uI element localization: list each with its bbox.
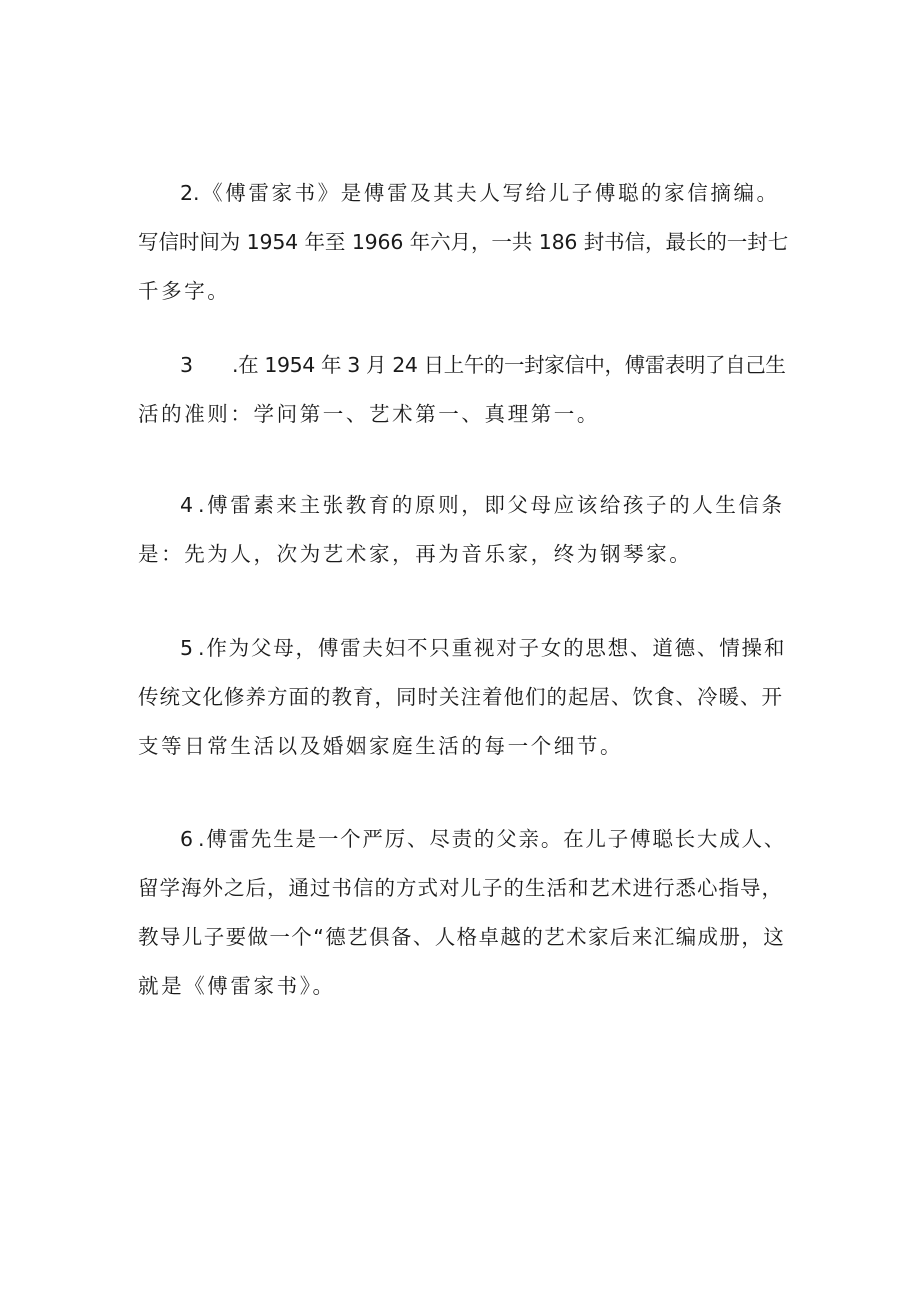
paragraph-text: .作为父母，傅雷夫妇不只重视对子女的思想、道德、情操和 bbox=[198, 636, 787, 660]
paragraph-4 bbox=[138, 481, 788, 579]
paragraph-first-line bbox=[138, 341, 788, 390]
paragraph-line: 活的准则：学问第一、艺术第一、真理第一。 bbox=[138, 402, 600, 426]
paragraph-number: 6 bbox=[180, 827, 194, 851]
paragraph-line: 就是《傅雷家书》。 bbox=[138, 974, 336, 998]
paragraph-line: 传统文化修养方面的教育，同时关注着他们的起居、饮食、冷暖、开 bbox=[138, 685, 783, 709]
paragraph-number: 2 bbox=[180, 181, 194, 205]
paragraph-text: .傅雷素来主张教育的原则，即父母应该给孩子的人生信条 bbox=[198, 493, 785, 517]
paragraph-line: 写信时间为 1954 年至 1966 年六月，一共 186 封书信，最长的一封七 bbox=[138, 230, 788, 254]
paragraph-first-line bbox=[138, 481, 788, 530]
paragraph-text: .傅雷先生是一个严厉、尽责的父亲。在儿子傅聪长大成人、 bbox=[198, 827, 787, 851]
paragraph-number: 3 bbox=[180, 353, 194, 377]
paragraph-6 bbox=[138, 815, 788, 1011]
paragraph-line: 是：先为人，次为艺术家，再为音乐家，终为钢琴家。 bbox=[138, 542, 693, 566]
paragraph-text: .《傅雷家书》是傅雷及其夫人写给儿子傅聪的家信摘编。 bbox=[193, 181, 780, 205]
paragraph-3 bbox=[138, 341, 788, 439]
paragraph-first-line bbox=[138, 624, 788, 673]
paragraph-line: 留学海外之后，通过书信的方式对儿子的生活和艺术进行悉心指导， bbox=[138, 876, 783, 900]
paragraph-number: 4 bbox=[180, 493, 194, 517]
paragraph-first-line bbox=[138, 169, 788, 218]
paragraph-5 bbox=[138, 624, 788, 771]
paragraph-text: .在 1954 年 3 月 24 日上午的一封家信中，傅雷表明了自己生 bbox=[232, 353, 786, 377]
paragraph-line: 千多字。 bbox=[138, 279, 231, 303]
paragraph-line: 教导儿子要做一个“德艺俱备、人格卓越的艺术家后来汇编成册，这 bbox=[138, 925, 786, 949]
paragraph-line: 支等日常生活以及婚姻家庭生活的每一个细节。 bbox=[138, 734, 624, 758]
paragraph-2 bbox=[138, 169, 788, 316]
paragraph-first-line bbox=[138, 815, 788, 864]
paragraph-number: 5 bbox=[180, 636, 194, 660]
